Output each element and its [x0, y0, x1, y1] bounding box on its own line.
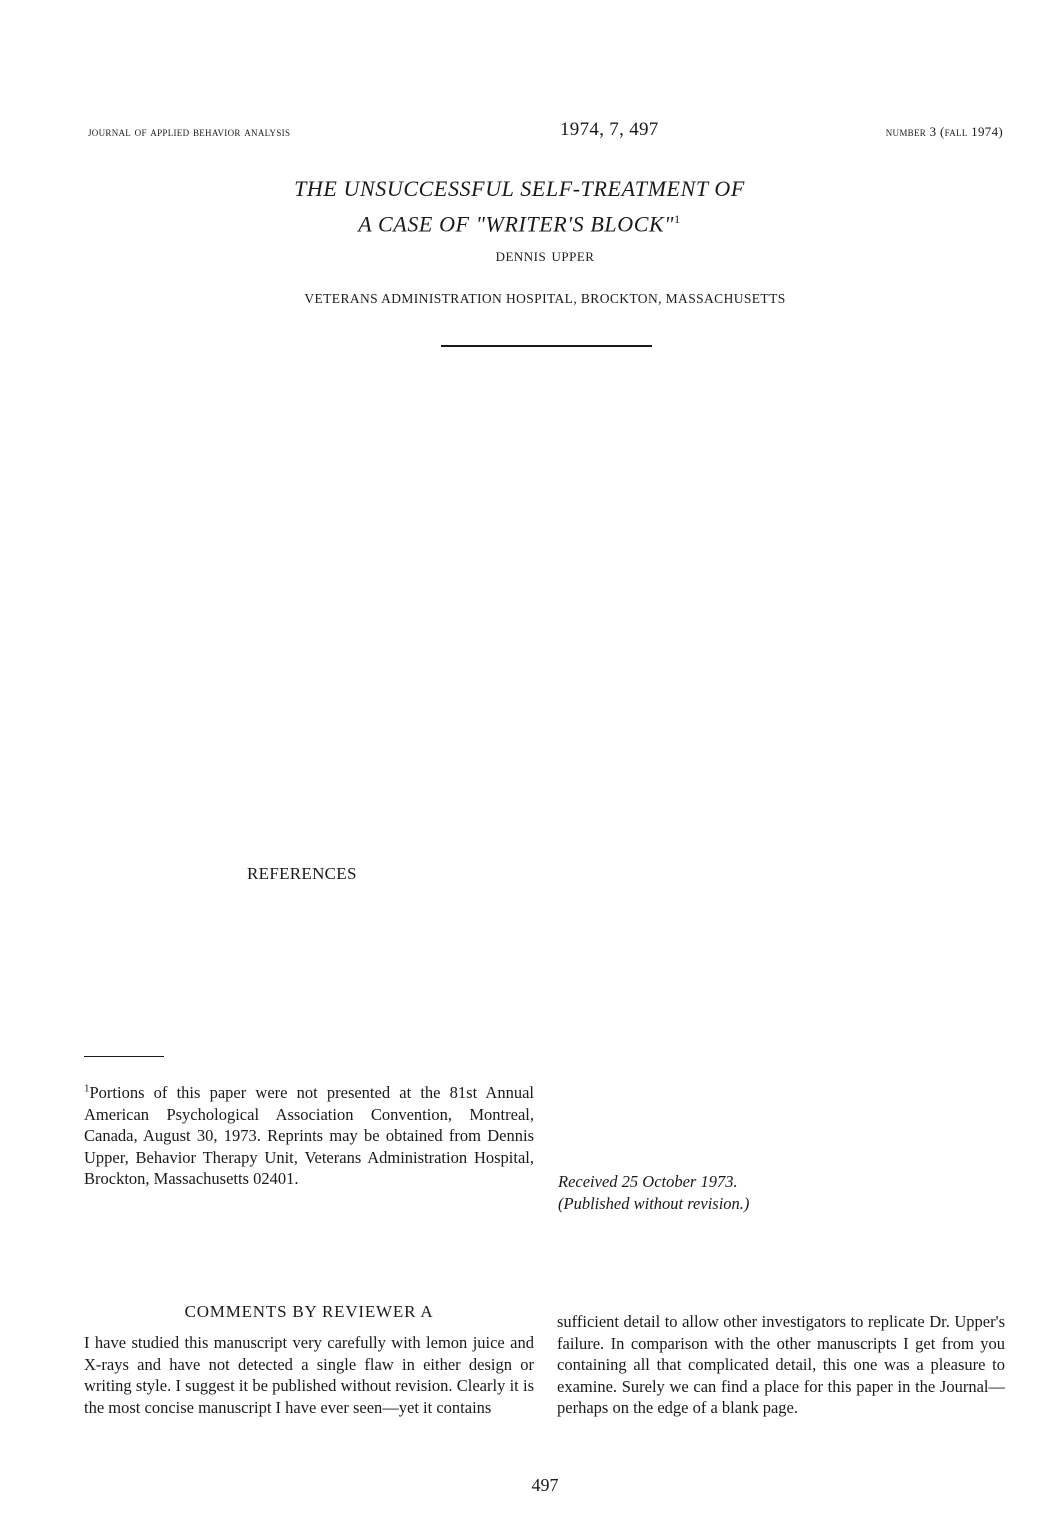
title-divider — [441, 345, 652, 347]
received-note — [558, 1171, 749, 1214]
author-affiliation: VETERANS ADMINISTRATION HOSPITAL, BROCKTON, MASSACHUSETTS — [304, 291, 786, 306]
article-title — [0, 174, 1039, 239]
title-footnote-marker: 1 — [674, 212, 681, 226]
comments-right-column: sufficient detail to allow other investigators to replicate Dr. Upper's failure. In comparison with the other manuscripts I get from you containing all that complicated detail, this one was a pleasure to examine. Surely we can find a place for this paper in the Journal—perhaps on the edge of a blank page. — [557, 1312, 1005, 1417]
author-name: dennis upper — [495, 245, 595, 266]
journal-name: journal of applied behavior analysis — [88, 124, 291, 139]
title-line-2-wrapper — [0, 204, 1039, 239]
footnote-text: Portions of this paper were not presented at the 81st Annual American Psychological Association Convention, Montreal, Canada, August 30, 1973. Reprints may be obtained from Dennis Upper, Behavior Therapy Unit, Veterans Administration Hospital, Brockton, Massachusetts 02401. — [84, 1083, 534, 1188]
title-line-2: A CASE OF "WRITER'S BLOCK" — [358, 211, 675, 237]
references-heading: REFERENCES — [247, 864, 357, 883]
received-date: Received 25 October 1973. — [558, 1172, 738, 1191]
citation: 1974, 7, 497 — [560, 119, 659, 140]
title-line-1: THE UNSUCCESSFUL SELF-TREATMENT OF — [294, 176, 745, 201]
issue-info: number 3 (fall 1974) — [885, 124, 1003, 139]
footnote — [84, 1082, 534, 1190]
footnote-marker: 1 — [84, 1082, 90, 1095]
revision-note: (Published without revision.) — [558, 1193, 750, 1213]
comments-heading: COMMENTS BY REVIEWER A — [184, 1302, 434, 1321]
comments-left-column: I have studied this manuscript very carefully with lemon juice and X-rays and have not detected a single flaw in either design or writing style. I suggest it be published without revision. Clearly it is the most concise manuscript I have ever seen—yet it contains — [84, 1333, 534, 1417]
page-number: 497 — [531, 1475, 559, 1495]
footnote-divider — [84, 1056, 164, 1057]
